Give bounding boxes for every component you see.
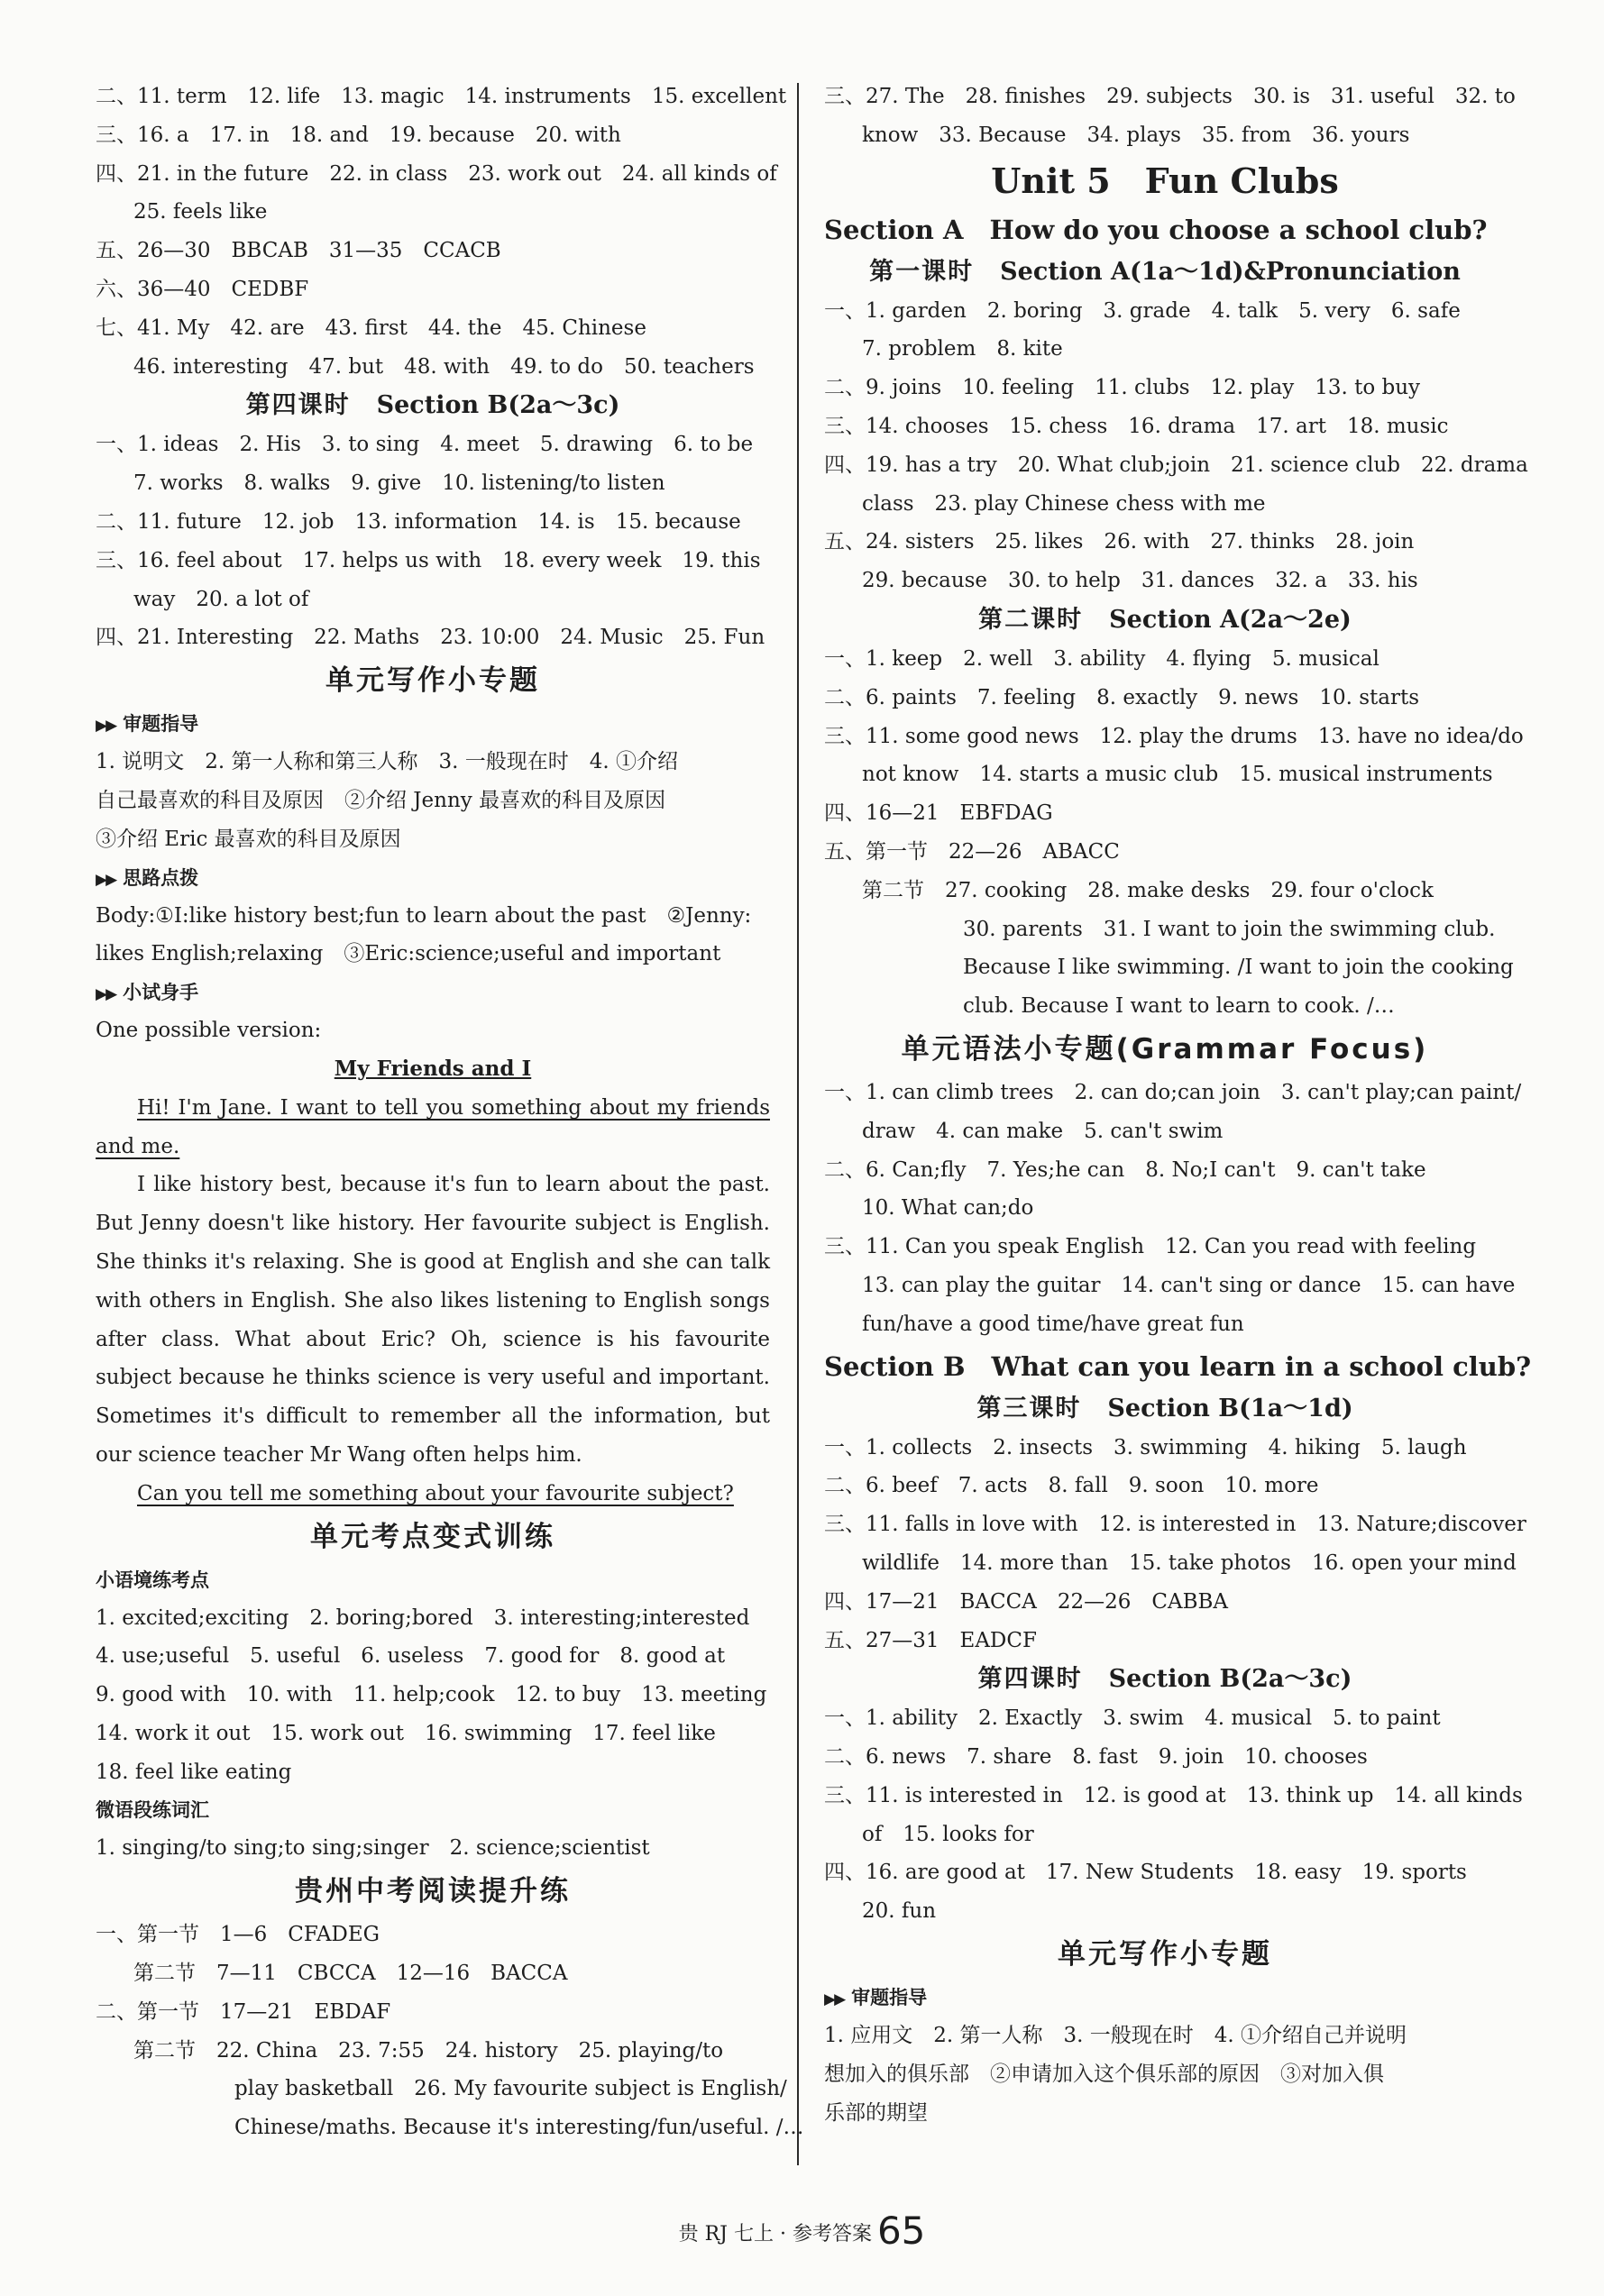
subsection-marker: ▶▶ 审题指导	[824, 1987, 928, 2009]
answer-line: 四、19. has a try 20. What club;join 21. science club 22. drama	[824, 453, 1528, 477]
answer-line: 一、第一节 1—6 CFADEG	[96, 1923, 380, 1947]
essay-paragraph: I like history best, because it's fun to learn about the past. But Jenny doesn't like history. Her favourite subject is English. She thinks it's relaxing. She is good at English and she can talk with others in English. She also likes listening to English songs after class. What about Eric? Oh, science is his favourite subject because he thinks science is very useful and important. Sometimes it's difficult to remember all the information, but our science teacher Mr Wang often helps him.	[96, 1173, 770, 1467]
answer-line: 10. What can;do	[862, 1196, 1034, 1221]
answer-line: 三、11. is interested in 12. is good at 13. think up 14. all kinds	[824, 1783, 1523, 1807]
answer-line: 四、21. Interesting 22. Maths 23. 10:00 24. Music 25. Fun	[96, 626, 765, 650]
answer-line: play basketball 26. My favourite subject is English/	[234, 2077, 787, 2101]
answer-line: club. Because I want to learn to cook. /…	[963, 994, 1395, 1019]
section-heading: 单元写作小专题	[325, 664, 540, 698]
answer-line: 五、27—31 EADCF	[824, 1628, 1037, 1652]
answer-line: 四、17—21 BACCA 22—26 CABBA	[824, 1589, 1229, 1614]
section-heading: 单元语法小专题(Grammar Focus)	[901, 1032, 1429, 1066]
answer-line: 一、1. keep 2. well 3. ability 4. flying 5. musical	[824, 646, 1379, 671]
essay-body	[96, 1089, 770, 1514]
answer-line: 一、1. ability 2. Exactly 3. swim 4. musical 5. to paint	[824, 1706, 1441, 1731]
footer-label: 贵 RJ 七上 · 参考答案	[678, 2223, 872, 2246]
answer-line: 三、16. a 17. in 18. and 19. because 20. with	[96, 123, 621, 147]
answer-line: of 15. looks for	[862, 1822, 1034, 1846]
answer-line: 四、16—21 EBFDAG	[824, 801, 1053, 826]
right-column	[824, 78, 1532, 2132]
lesson-heading: 第二课时 Section A(2a～2e)	[978, 605, 1352, 634]
double-triangle-icon: ▶▶	[96, 717, 116, 736]
section-title: Section B What can you learn in a school club?	[824, 1350, 1532, 1382]
answer-line: ③介绍 Eric 最喜欢的科目及原因	[96, 827, 401, 851]
answer-line: 三、14. chooses 15. chess 16. drama 17. art 18. music	[824, 414, 1449, 438]
answer-line: 7. works 8. walks 9. give 10. listening/to listen	[133, 471, 665, 496]
section-heading: 单元考点变式训练	[310, 1520, 555, 1553]
answer-line: 六、36—40 CEDBF	[96, 277, 309, 301]
answer-line: 二、11. future 12. job 13. information 14. is 15. because	[96, 509, 741, 534]
essay-title: My Friends and I	[334, 1056, 532, 1081]
answer-line: 13. can play the guitar 14. can't sing or dance 15. can have	[862, 1273, 1516, 1297]
answer-line: wildlife 14. more than 15. take photos 16. open your mind	[862, 1550, 1517, 1575]
section-heading: 贵州中考阅读提升练	[295, 1875, 571, 1908]
answer-line: way 20. a lot of	[133, 587, 309, 611]
answer-line: 二、6. paints 7. feeling 8. exactly 9. news 10. starts	[824, 685, 1420, 709]
column-divider	[797, 83, 799, 2165]
answer-line: 乐部的期望	[824, 2100, 928, 2125]
double-triangle-icon: ▶▶	[96, 870, 116, 889]
answer-line: 一、1. ideas 2. His 3. to sing 4. meet 5. drawing 6. to be	[96, 433, 754, 457]
answer-line: 二、11. term 12. life 13. magic 14. instruments 15. excellent	[96, 85, 787, 108]
lesson-heading: 第一课时 Section A(1a～1d)&Pronunciation	[869, 257, 1461, 286]
answer-line: 五、24. sisters 25. likes 26. with 27. thinks 28. join	[824, 530, 1415, 554]
essay-closing: Can you tell me something about your favourite subject?	[137, 1481, 734, 1505]
answer-line: Because I like swimming. /I want to join the cooking	[963, 956, 1514, 980]
answer-line: 三、27. The 28. finishes 29. subjects 30. is 31. useful 32. to	[824, 85, 1516, 108]
answer-line: 20. fun	[862, 1899, 937, 1924]
subsection-marker: ▶▶ 小试身手	[96, 982, 199, 1004]
answer-line: 三、11. falls in love with 12. is interested in 13. Nature;discover	[824, 1513, 1526, 1537]
answer-line: 三、11. Can you speak English 12. Can you read with feeling	[824, 1235, 1477, 1259]
answer-line: 七、41. My 42. are 43. first 44. the 45. Chinese	[96, 316, 646, 340]
page-footer	[0, 2204, 1604, 2258]
subsection-title: 微语段练词汇	[96, 1799, 209, 1822]
answer-line: 想加入的俱乐部 ②申请加入这个俱乐部的原因 ③对加入俱	[824, 2062, 1384, 2086]
answer-line: Body:①I:like history best;fun to learn about the past ②Jenny:	[96, 903, 752, 928]
answer-line: 30. parents 31. I want to join the swimming club.	[963, 917, 1496, 941]
answer-line: 四、21. in the future 22. in class 23. work out 24. all kinds of	[96, 161, 777, 186]
answer-line: fun/have a good time/have great fun	[862, 1312, 1244, 1336]
lesson-heading: 第三课时 Section B(1a～1d)	[976, 1394, 1353, 1422]
answer-line: 三、16. feel about 17. helps us with 18. every week 19. this	[96, 548, 761, 572]
answer-line: 第二节 22. China 23. 7:55 24. history 25. playing/to	[133, 2038, 724, 2063]
section-title: Section A How do you choose a school club?	[824, 214, 1488, 245]
double-triangle-icon: ▶▶	[96, 985, 116, 1004]
answer-line: 二、6. Can;fly 7. Yes;he can 8. No;I can't 9. can't take	[824, 1157, 1426, 1182]
subsection-title: 小语境练考点	[96, 1569, 209, 1591]
unit-title: Unit 5 Fun Clubs	[991, 160, 1339, 201]
page-number: 65	[876, 2209, 926, 2253]
answer-line: 五、第一节 22—26 ABACC	[824, 839, 1120, 864]
subsection-marker: ▶▶ 思路点拨	[96, 866, 199, 889]
answer-line: 18. feel like eating	[96, 1760, 292, 1784]
answer-line: 9. good with 10. with 11. help;cook 12. to buy 13. meeting	[96, 1683, 767, 1707]
answer-line: 四、16. are good at 17. New Students 18. easy 19. sports	[824, 1861, 1467, 1885]
answer-line: 五、26—30 BBCAB 31—35 CCACB	[96, 239, 501, 263]
answer-line: 1. 说明文 2. 第一人称和第三人称 3. 一般现在时 4. ①介绍	[96, 750, 679, 774]
answer-line: draw 4. can make 5. can't swim	[862, 1119, 1224, 1143]
answer-line: not know 14. starts a music club 15. musical instruments	[862, 763, 1493, 787]
answer-line: 自己最喜欢的科目及原因 ②介绍 Jenny 最喜欢的科目及原因	[96, 788, 666, 812]
answer-line: 第二节 7—11 CBCCA 12—16 BACCA	[133, 1962, 568, 1986]
answer-line: know 33. Because 34. plays 35. from 36. yours	[862, 123, 1410, 147]
answer-line: 1. 应用文 2. 第一人称 3. 一般现在时 4. ①介绍自己并说明	[824, 2024, 1407, 2048]
answer-line: 第二节 27. cooking 28. make desks 29. four o'clock	[862, 878, 1434, 902]
lesson-heading: 第四课时 Section B(2a～3c)	[245, 391, 620, 420]
answer-line: class 23. play Chinese chess with me	[862, 491, 1266, 516]
answer-line: Chinese/maths. Because it's interesting/fun/useful. /…	[234, 2116, 804, 2140]
answer-line: 一、1. garden 2. boring 3. grade 4. talk 5. very 6. safe	[824, 298, 1461, 323]
section-heading: 单元写作小专题	[1058, 1938, 1272, 1971]
answer-line: 二、6. beef 7. acts 8. fall 9. soon 10. more	[824, 1474, 1319, 1498]
answer-line: 二、6. news 7. share 8. fast 9. join 10. chooses	[824, 1745, 1368, 1770]
answer-line: 三、11. some good news 12. play the drums 13. have no idea/do	[824, 724, 1524, 748]
answer-line: 4. use;useful 5. useful 6. useless 7. good for 8. good at	[96, 1644, 726, 1669]
sample-label: One possible version:	[96, 1019, 322, 1043]
answer-line: 一、1. can climb trees 2. can do;can join 3. can't play;can paint/	[824, 1080, 1522, 1104]
answer-line: likes English;relaxing ③Eric:science;useful and important	[96, 942, 721, 966]
answer-line: 1. excited;exciting 2. boring;bored 3. interesting;interested	[96, 1605, 750, 1630]
answer-line: 1. singing/to sing;to sing;singer 2. science;scientist	[96, 1836, 650, 1861]
essay-opening: Hi! I'm Jane. I want to tell you something about my friends and me.	[96, 1095, 770, 1158]
answer-line: 一、1. collects 2. insects 3. swimming 4. hiking 5. laugh	[824, 1435, 1467, 1459]
answer-line: 7. problem 8. kite	[862, 337, 1063, 361]
lesson-heading: 第四课时 Section B(2a～3c)	[977, 1665, 1352, 1694]
left-column	[96, 78, 804, 2147]
answer-line: 46. interesting 47. but 48. with 49. to do 50. teachers	[133, 354, 755, 379]
answer-line: 29. because 30. to help 31. dances 32. a 33. his	[862, 569, 1418, 593]
subsection-marker: ▶▶ 审题指导	[96, 713, 199, 736]
answer-line: 二、第一节 17—21 EBDAF	[96, 1999, 391, 2024]
double-triangle-icon: ▶▶	[824, 1990, 845, 2009]
answer-line: 25. feels like	[133, 200, 268, 224]
answer-line: 二、9. joins 10. feeling 11. clubs 12. play 13. to buy	[824, 376, 1421, 400]
answer-line: 14. work it out 15. work out 16. swimming 17. feel like	[96, 1721, 716, 1745]
